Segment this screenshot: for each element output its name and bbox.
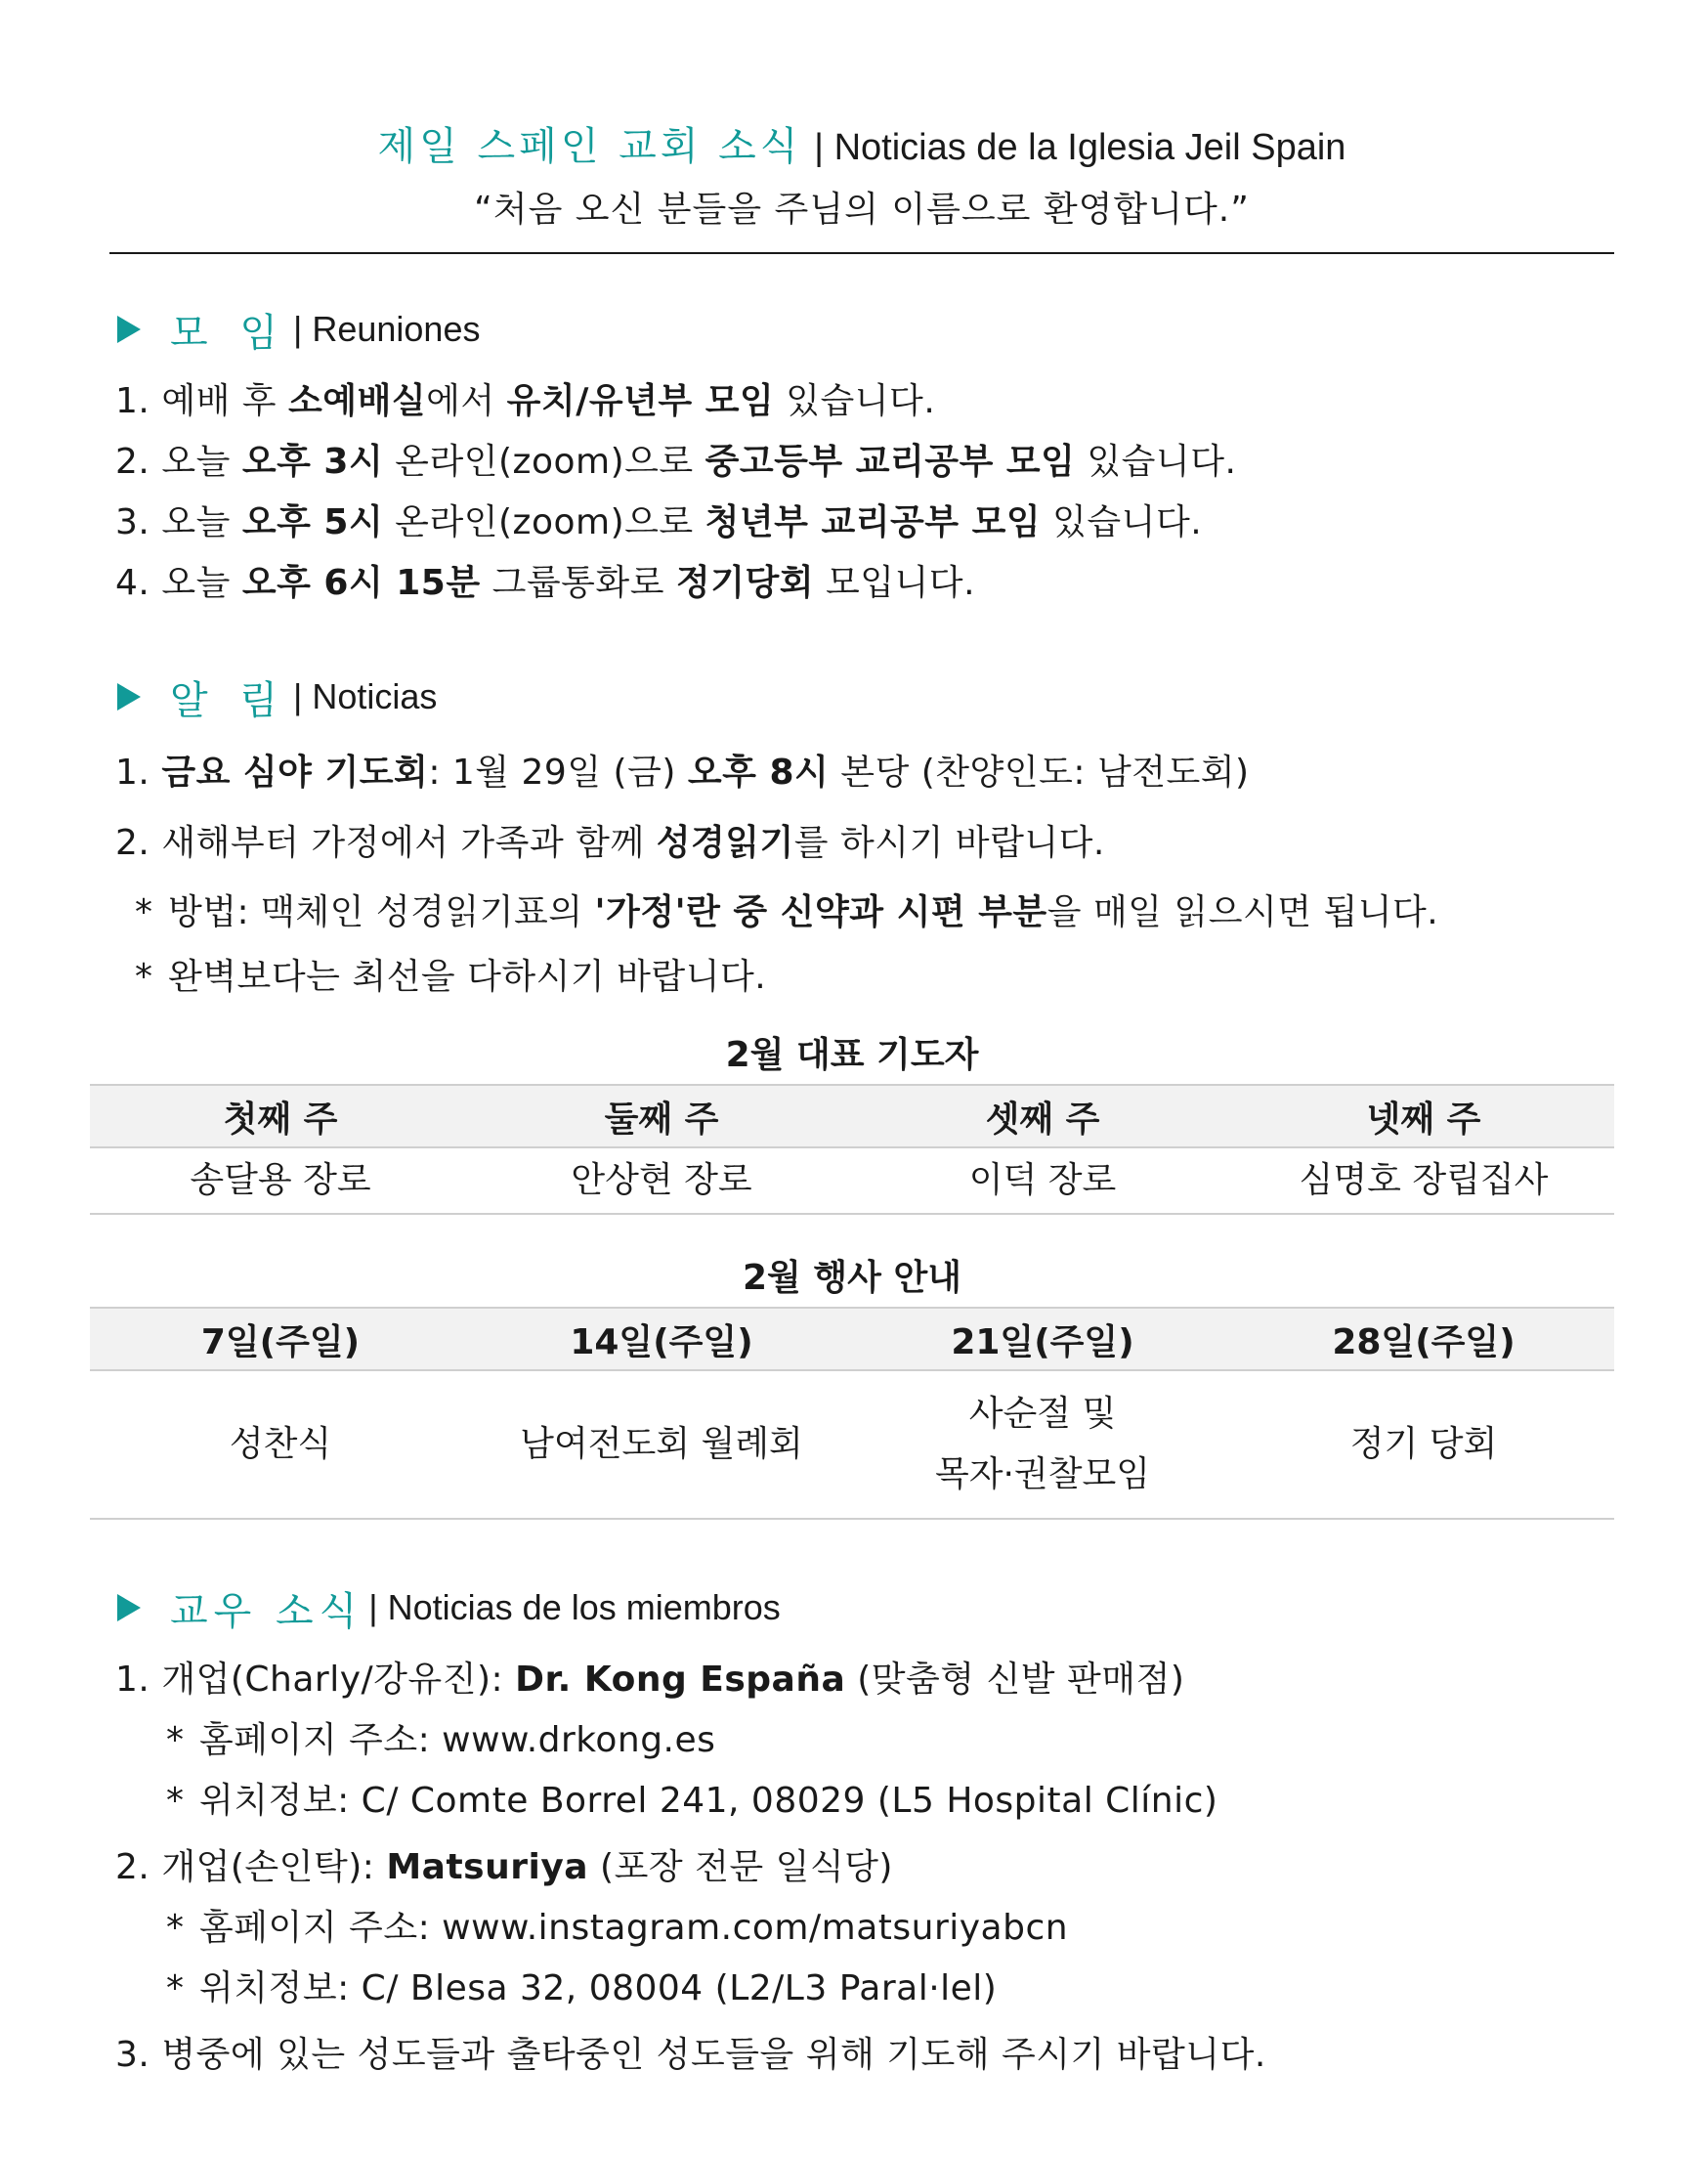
cell-line: 성찬식 bbox=[229, 1424, 332, 1464]
item-text: 위치정보: C/ Comte Borrel 241, 08029 (L5 Hospital Clínic) bbox=[199, 1781, 1218, 1821]
item-text: (맞춤형 신발 판매점) bbox=[845, 1660, 1185, 1700]
item-number: 3. bbox=[115, 502, 150, 542]
list-item bbox=[115, 1650, 1601, 1710]
item-number: 3. bbox=[115, 2035, 150, 2075]
item-bold: '가정'란 중 신약과 시편 부분 bbox=[594, 892, 1047, 932]
asterisk-icon: * bbox=[166, 1720, 185, 1760]
note-item bbox=[115, 1898, 1601, 1959]
table-cell: 송달용 장로 bbox=[90, 1148, 471, 1215]
title-spanish: | Noticias de la Iglesia Jeil Spain bbox=[814, 127, 1346, 168]
section-title-korean: 교우 소식 bbox=[170, 1588, 363, 1634]
item-bold: 오후 3시 bbox=[241, 442, 384, 482]
list-item bbox=[115, 808, 1601, 879]
table-cell bbox=[90, 1371, 471, 1520]
item-number: 2. bbox=[115, 442, 150, 482]
item-text: 예배 후 bbox=[161, 381, 289, 421]
item-text: 홈페이지 주소: www.drkong.es bbox=[199, 1720, 716, 1760]
section-title-korean: 모 임 bbox=[170, 310, 287, 356]
item-text: 있습니다. bbox=[1075, 442, 1237, 482]
table-header: 셋째 주 bbox=[852, 1084, 1233, 1148]
item-bold: Dr. Kong España bbox=[515, 1660, 846, 1700]
note-item bbox=[115, 1771, 1601, 1832]
asterisk-icon: * bbox=[166, 1908, 185, 1948]
triangle-bullet-icon bbox=[117, 316, 141, 343]
item-text: 위치정보: C/ Blesa 32, 08004 (L2/L3 Paral·lel) bbox=[199, 1968, 998, 2008]
item-text: 오늘 bbox=[161, 502, 242, 542]
note-item bbox=[115, 1710, 1601, 1771]
item-text: 오늘 bbox=[161, 442, 242, 482]
list-item bbox=[115, 553, 1601, 614]
asterisk-icon: * bbox=[135, 957, 153, 997]
item-text: 모입니다. bbox=[814, 563, 976, 603]
item-text: 온라인(zoom)으로 bbox=[383, 442, 705, 482]
item-text: 완벽보다는 최선을 다하시기 바랍니다. bbox=[168, 957, 767, 997]
note-item bbox=[115, 947, 1601, 1008]
asterisk-icon: * bbox=[135, 892, 153, 932]
events-table-title: 2월 행사 안내 bbox=[743, 1258, 961, 1298]
cell-line: 목자·권찰모임 bbox=[934, 1454, 1151, 1494]
item-bold: 소예배실 bbox=[288, 381, 427, 421]
item-bold: 오후 5시 bbox=[241, 502, 384, 542]
item-number: 2. bbox=[115, 823, 150, 863]
list-item bbox=[115, 1837, 1601, 1898]
table-cell: 안상현 장로 bbox=[471, 1148, 852, 1215]
item-bold: Matsuriya bbox=[386, 1847, 589, 1887]
item-text: 새해부터 가정에서 가족과 함께 bbox=[161, 823, 657, 863]
section-title-spanish: | Reuniones bbox=[293, 309, 481, 349]
table-header: 21일(주일) bbox=[852, 1307, 1233, 1371]
table-cell bbox=[471, 1371, 852, 1520]
item-text: 그룹통화로 bbox=[480, 563, 676, 603]
welcome-subtitle: “처음 오신 분들을 주님의 이름으로 환영합니다.” bbox=[474, 190, 1250, 230]
triangle-bullet-icon bbox=[117, 1594, 141, 1621]
miembros-list bbox=[115, 1650, 1601, 2086]
reuniones-list bbox=[115, 371, 1601, 614]
table-cell bbox=[1233, 1371, 1614, 1520]
page-title bbox=[109, 115, 1614, 179]
item-bold: 중고등부 교리공부 모임 bbox=[705, 442, 1076, 482]
list-item bbox=[115, 371, 1601, 432]
bulletin-header bbox=[109, 115, 1614, 239]
title-korean: 제일 스페인 교회 소식 bbox=[377, 124, 802, 169]
note-item bbox=[115, 879, 1601, 947]
item-text: 을 매일 읽으시면 됩니다. bbox=[1046, 892, 1439, 932]
item-text: 홈페이지 주소: www.instagram.com/matsuriyabcn bbox=[199, 1908, 1069, 1948]
item-text: : 1월 29일 (금) bbox=[428, 753, 688, 793]
prayer-table bbox=[90, 1084, 1614, 1215]
list-item bbox=[115, 738, 1601, 808]
table-cell: 심명호 장립집사 bbox=[1233, 1148, 1614, 1215]
asterisk-icon: * bbox=[166, 1968, 185, 2008]
prayer-table-title: 2월 대표 기도자 bbox=[725, 1035, 979, 1075]
table-header: 28일(주일) bbox=[1233, 1307, 1614, 1371]
cell-line: 사순절 및 bbox=[968, 1394, 1117, 1434]
section-header-reuniones bbox=[117, 300, 480, 359]
header-divider bbox=[109, 252, 1614, 254]
item-text: (포장 전문 일식당) bbox=[588, 1847, 893, 1887]
table-cell: 이덕 장로 bbox=[852, 1148, 1233, 1215]
table-header: 14일(주일) bbox=[471, 1307, 852, 1371]
item-bold: 오후 8시 bbox=[687, 753, 830, 793]
section-title-korean: 알 림 bbox=[170, 677, 287, 723]
table-header: 넷째 주 bbox=[1233, 1084, 1614, 1148]
item-bold: 청년부 교리공부 모임 bbox=[705, 502, 1042, 542]
item-bold: 성경읽기 bbox=[656, 823, 794, 863]
item-bold: 정기당회 bbox=[675, 563, 815, 603]
section-title-spanish: | Noticias de los miembros bbox=[368, 1587, 781, 1627]
table-header: 7일(주일) bbox=[90, 1307, 471, 1371]
cell-line: 정기 당회 bbox=[1349, 1424, 1498, 1464]
item-text: 에서 bbox=[426, 381, 507, 421]
item-number: 1. bbox=[115, 1660, 150, 1700]
item-text: 개업(Charly/강유진): bbox=[161, 1660, 516, 1700]
table-cell bbox=[852, 1371, 1233, 1520]
item-bold: 유치/유년부 모임 bbox=[506, 381, 775, 421]
section-title-spanish: | Noticias bbox=[293, 676, 438, 716]
item-text: 를 하시기 바랍니다. bbox=[793, 823, 1105, 863]
item-number: 2. bbox=[115, 1847, 150, 1887]
table-header: 둘째 주 bbox=[471, 1084, 852, 1148]
table-header: 첫째 주 bbox=[90, 1084, 471, 1148]
triangle-bullet-icon bbox=[117, 683, 141, 711]
item-text: 오늘 bbox=[161, 563, 242, 603]
list-item bbox=[115, 493, 1601, 553]
item-text: 본당 (찬양인도: 남전도회) bbox=[829, 753, 1250, 793]
item-number: 4. bbox=[115, 563, 150, 603]
item-bold: 오후 6시 15분 bbox=[241, 563, 481, 603]
asterisk-icon: * bbox=[166, 1781, 185, 1821]
section-header-miembros bbox=[117, 1578, 781, 1637]
noticias-list bbox=[115, 738, 1601, 1008]
note-item bbox=[115, 1959, 1601, 2019]
events-table bbox=[90, 1307, 1614, 1520]
item-text: 방법: 맥체인 성경읽기표의 bbox=[168, 892, 595, 932]
item-number: 1. bbox=[115, 753, 150, 793]
list-item bbox=[115, 432, 1601, 493]
item-text: 있습니다. bbox=[774, 381, 936, 421]
list-item bbox=[115, 2025, 1601, 2086]
section-header-noticias bbox=[117, 668, 437, 726]
cell-line: 남여전도회 월례회 bbox=[520, 1424, 803, 1464]
item-number: 1. bbox=[115, 381, 150, 421]
item-text: 온라인(zoom)으로 bbox=[383, 502, 705, 542]
item-text: 개업(손인탁): bbox=[161, 1847, 387, 1887]
item-text: 병중에 있는 성도들과 출타중인 성도들을 위해 기도해 주시기 바랍니다. bbox=[161, 2035, 1266, 2075]
item-text: 있습니다. bbox=[1041, 502, 1203, 542]
item-bold: 금요 심야 기도회 bbox=[161, 753, 429, 793]
